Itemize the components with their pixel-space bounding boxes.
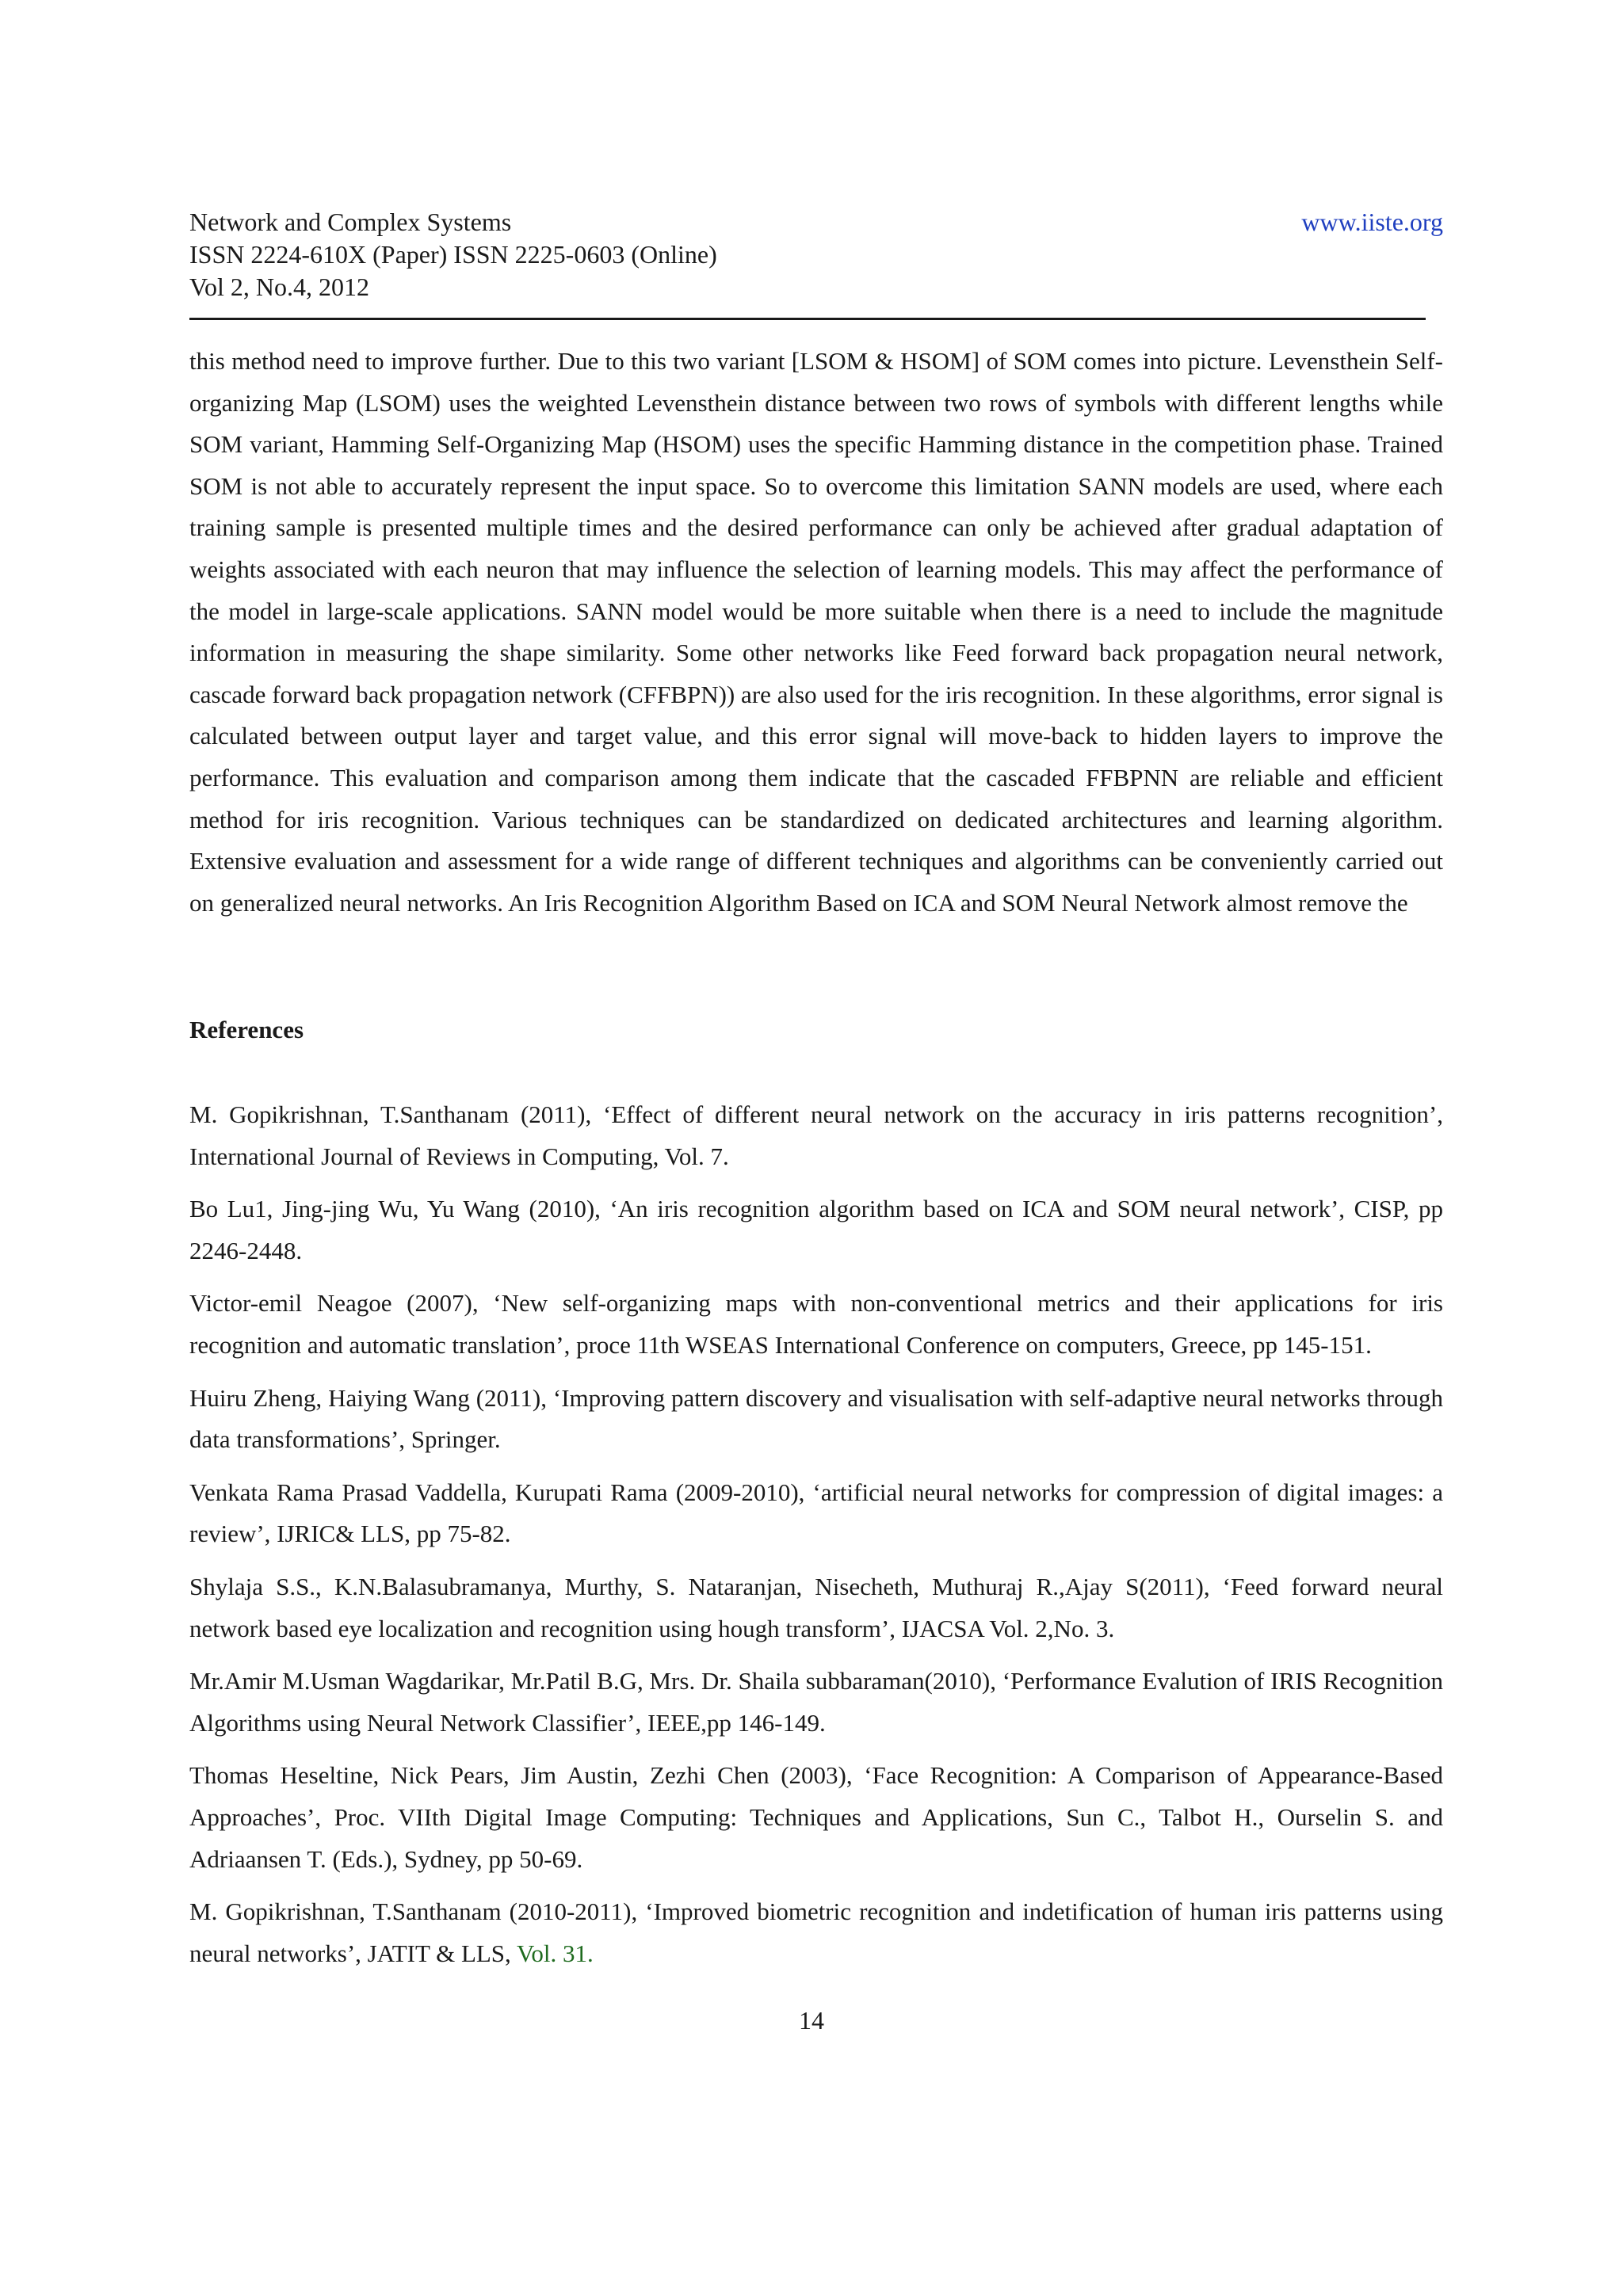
reference-text: M. Gopikrishnan, T.Santhanam (2010-2011), ‘Improved biometric recognition and indetification of human iris patterns using neural networks’, JATIT & LLS, — [189, 1897, 1443, 1967]
reference-item: Huiru Zheng, Haiying Wang (2011), ‘Improving pattern discovery and visualisation with self-adaptive neural networks through data transformations’, Springer. — [189, 1383, 1443, 1454]
reference-item-last — [189, 1891, 1443, 1974]
reference-item: Bo Lu1, Jing-jing Wu, Yu Wang (2010), ‘An iris recognition algorithm based on ICA and SOM neural network’, CISP, pp 2246-2448. — [189, 1195, 1443, 1264]
journal-url-link[interactable]: www.iiste.org — [1301, 208, 1443, 236]
reference-item: M. Gopikrishnan, T.Santhanam (2011), ‘Effect of different neural network on the accuracy in iris patterns recognition’, International Journal of Reviews in Computing, Vol. 7. — [189, 1100, 1443, 1170]
reference-item: Mr.Amir M.Usman Wagdarikar, Mr.Patil B.G, Mrs. Dr. Shaila subbaraman(2010), ‘Performance Evalution of IRIS Recognition Algorithms using Neural Network Classifier’, IEEE,pp 146-149. — [189, 1667, 1443, 1737]
body-paragraph: this method need to improve further. Due to this two variant [LSOM & HSOM] of SOM comes into picture. Levensthein Self-organizing Map (LSOM) uses the weighted Levensthein distance between two rows of symbols with different lengths while SOM variant, Hamming Self-Organizing Map (HSOM) uses the specific Hamming distance in the competition phase. Trained SOM is not able to accurately represent the input space. So to overcome this limitation SANN models are used, where each training sample is presented multiple times and the desired performance can only be achieved after gradual adaptation of weights associated with each neuron that may influence the selection of learning models. This may affect the performance of the model in large-scale applications. SANN model would be more suitable when there is a need to include the magnitude information in measuring the shape similarity. Some other networks like Feed forward back propagation neural network, cascade forward back propagation network (CFFBPN)) are also used for the iris recognition. In these algorithms, error signal is calculated between output layer and target value, and this error signal will move-back to hidden layers to improve the performance. This evaluation and comparison among them indicate that the cascaded FFBPNN are reliable and efficient method for iris recognition. Various techniques can be standardized on dedicated architectures and learning algorithm. Extensive evaluation and assessment for a wide range of different techniques and algorithms can be conveniently carried out on generalized neural networks. An Iris Recognition Algorithm Based on ICA and SOM Neural Network almost remove the — [189, 347, 1443, 917]
journal-volume: Vol 2, No.4, 2012 — [189, 273, 369, 301]
page-number: 14 — [799, 2006, 824, 2035]
reference-item: Venkata Rama Prasad Vaddella, Kurupati Rama (2009-2010), ‘artificial neural networks for compression of digital images: a review’, IJRIC& LLS, pp 75-82. — [189, 1478, 1443, 1548]
references-list — [189, 1094, 1443, 1985]
journal-header — [189, 206, 1443, 303]
reference-item: Shylaja S.S., K.N.Balasubramanya, Murthy, S. Nataranjan, Nisecheth, Muthuraj R.,Ajay S(2011), ‘Feed forward neural network based eye localization and recognition using hough transform’, IJACSA Vol. 2,No. 3. — [189, 1572, 1443, 1642]
reference-volume-link[interactable]: Vol. 31. — [517, 1939, 594, 1967]
header-divider — [189, 318, 1426, 320]
reference-item: Victor-emil Neagoe (2007), ‘New self-organizing maps with non-conventional metrics and their applications for iris recognition and automatic translation’, proce 11th WSEAS International Conference on computers, Greece, pp 145-151. — [189, 1289, 1443, 1359]
references-heading: References — [189, 1016, 304, 1043]
journal-issn: ISSN 2224-610X (Paper) ISSN 2225-0603 (Online) — [189, 240, 717, 269]
journal-name: Network and Complex Systems — [189, 208, 512, 236]
reference-item: Thomas Heseltine, Nick Pears, Jim Austin, Zezhi Chen (2003), ‘Face Recognition: A Comparison of Appearance-Based Approaches’, Proc. VIIth Digital Image Computing: Techniques and Applications, Sun C., Talbot H., Ourselin S. and Adriaansen T. (Eds.), Sydney, pp 50-69. — [189, 1761, 1443, 1873]
